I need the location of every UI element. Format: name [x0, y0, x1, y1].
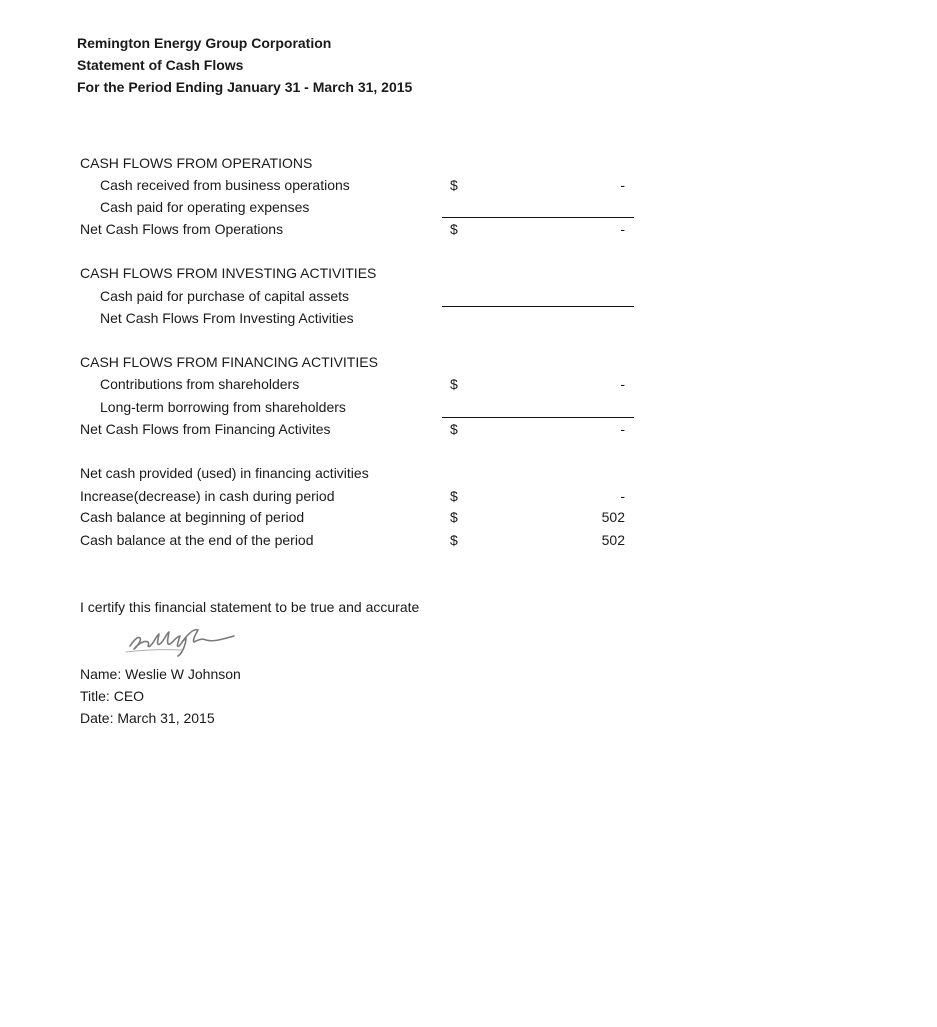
net-financing-value: -: [620, 421, 625, 437]
contributions-label: Contributions from shareholders: [100, 376, 300, 392]
investing-heading: CASH FLOWS FROM INVESTING ACTIVITIES: [80, 265, 377, 281]
cash-received-currency: $: [450, 177, 458, 193]
operations-subtotal-rule: [442, 217, 634, 218]
net-cash-provided-label: Net cash provided (used) in financing activities: [80, 465, 369, 481]
financing-subtotal-rule: [442, 417, 634, 418]
increase-decrease-currency: $: [450, 488, 458, 504]
net-financing-currency: $: [450, 421, 458, 437]
signature-date: Date: March 31, 2015: [80, 710, 215, 726]
net-financing-label: Net Cash Flows from Financing Activites: [80, 421, 331, 437]
contributions-value: -: [620, 376, 625, 392]
company-name: Remington Energy Group Corporation: [77, 35, 332, 51]
cash-received-label: Cash received from business operations: [100, 177, 350, 193]
signer-title: Title: CEO: [80, 688, 145, 704]
net-investing-label: Net Cash Flows From Investing Activities: [100, 310, 354, 326]
statement-period: For the Period Ending January 31 - March 31, 2015: [77, 79, 413, 95]
financing-heading: CASH FLOWS FROM FINANCING ACTIVITIES: [80, 354, 378, 370]
increase-decrease-label: Increase(decrease) in cash during period: [80, 488, 335, 504]
cash-paid-operating-label: Cash paid for operating expenses: [100, 199, 310, 215]
certification-statement: I certify this financial statement to be true and accurate: [80, 599, 420, 615]
statement-title: Statement of Cash Flows: [77, 57, 244, 73]
net-operations-value: -: [620, 221, 625, 237]
beginning-balance-currency: $: [450, 509, 458, 525]
contributions-currency: $: [450, 376, 458, 392]
ending-balance-label: Cash balance at the end of the period: [80, 532, 314, 548]
increase-decrease-value: -: [620, 488, 625, 504]
signature-image: [122, 622, 247, 658]
signer-name: Name: Weslie W Johnson: [80, 666, 241, 682]
capital-assets-label: Cash paid for purchase of capital assets: [100, 288, 350, 304]
operations-heading: CASH FLOWS FROM OPERATIONS: [80, 155, 313, 171]
beginning-balance-label: Cash balance at beginning of period: [80, 509, 305, 525]
net-operations-label: Net Cash Flows from Operations: [80, 221, 284, 237]
beginning-balance-value: 502: [601, 509, 625, 525]
ending-balance-value: 502: [601, 532, 625, 548]
borrowing-label: Long-term borrowing from shareholders: [100, 399, 346, 415]
investing-subtotal-rule: [442, 306, 634, 307]
net-operations-currency: $: [450, 221, 458, 237]
ending-balance-currency: $: [450, 532, 458, 548]
cash-received-value: -: [620, 177, 625, 193]
